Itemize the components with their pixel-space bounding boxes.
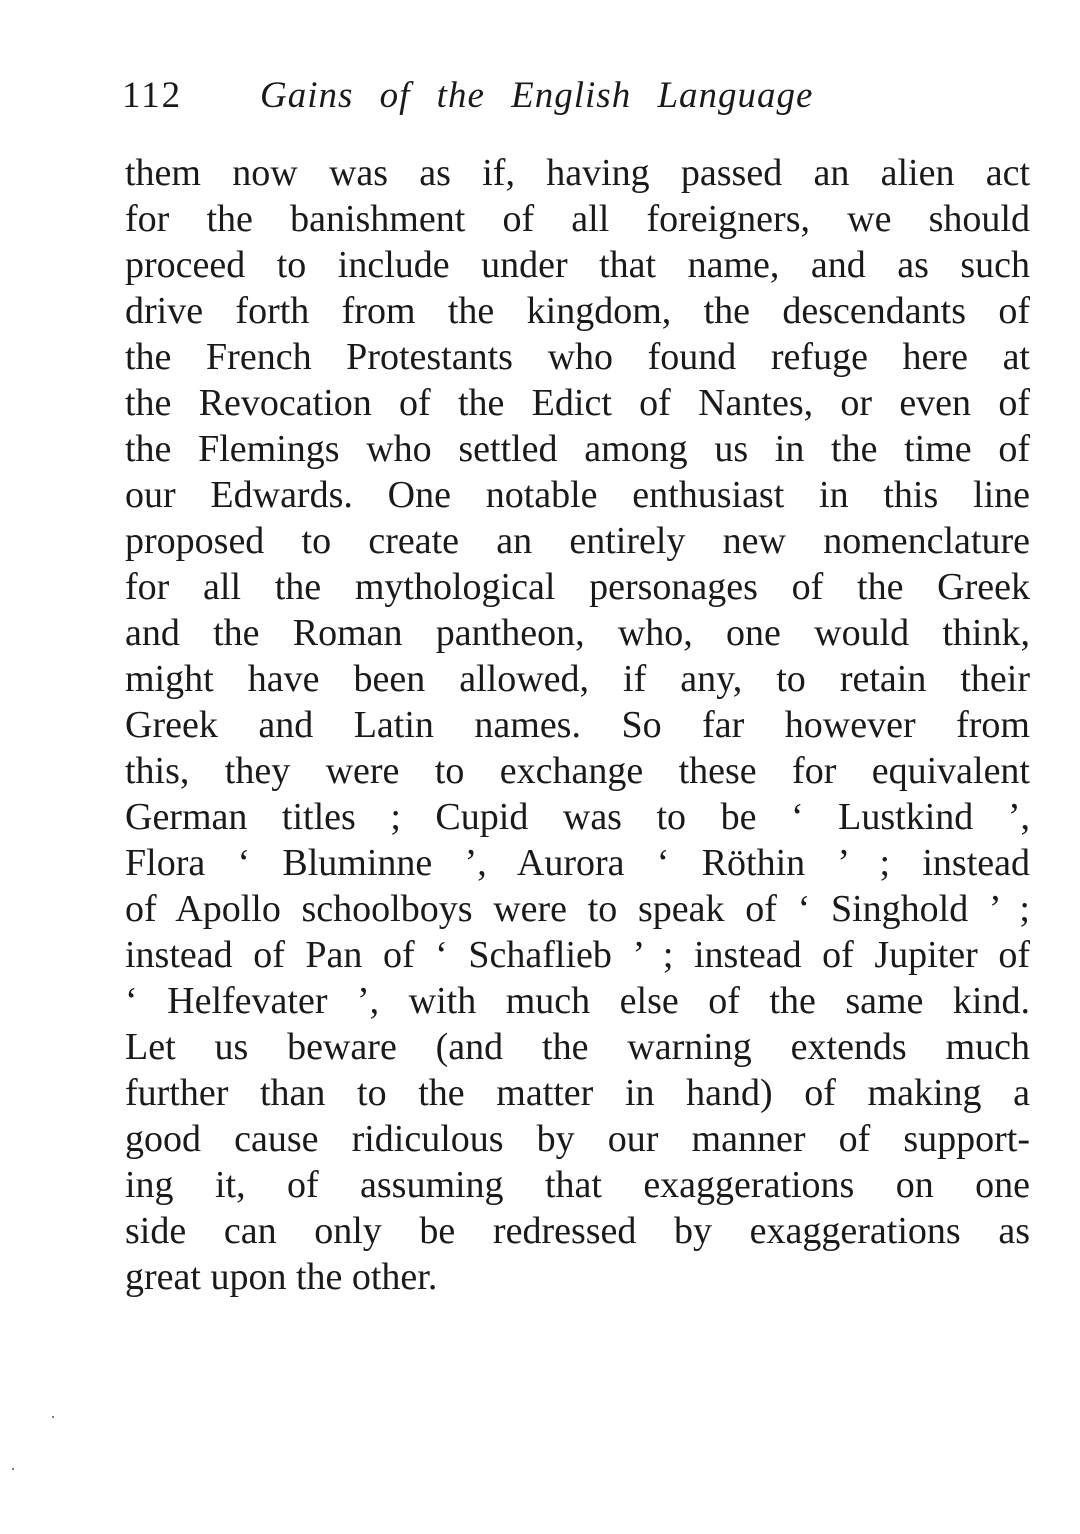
text-line: Flora ‘ Bluminne ’, Aurora ‘ Röthin ’ ; instead: [125, 842, 1030, 884]
text-line: instead of Pan of ‘ Schaflieb ’ ; instead of Jupiter of: [125, 934, 1030, 976]
text-line: proposed to create an entirely new nomenclature: [125, 520, 1030, 562]
text-line: further than to the matter in hand) of making a: [125, 1072, 1030, 1114]
text-line: Let us beware (and the warning extends much: [125, 1026, 1030, 1068]
text-line: of Apollo schoolboys were to speak of ‘ Singhold ’ ;: [125, 888, 1030, 930]
text-line: drive forth from the kingdom, the descendants of: [125, 290, 1030, 332]
running-title: Gains of the English Language: [260, 75, 814, 116]
page-number: 112: [122, 75, 183, 116]
text-line: and the Roman pantheon, who, one would think,: [125, 612, 1030, 654]
body-paragraph: [125, 150, 1030, 1300]
text-line: Greek and Latin names. So far however from: [125, 704, 1030, 746]
text-line: might have been allowed, if any, to retain their: [125, 658, 1030, 700]
text-line: for all the mythological personages of the Greek: [125, 566, 1030, 608]
paper-speck: [12, 1468, 14, 1470]
text-line: our Edwards. One notable enthusiast in this line: [125, 474, 1030, 516]
text-line-final: great upon the other.: [125, 1256, 438, 1298]
text-line: this, they were to exchange these for equivalent: [125, 750, 1030, 792]
running-head: [122, 72, 932, 120]
text-line: German titles ; Cupid was to be ‘ Lustkind ’,: [125, 796, 1030, 838]
text-line: proceed to include under that name, and as such: [125, 244, 1030, 286]
text-line: ‘ Helfevater ’, with much else of the same kind.: [125, 980, 1030, 1022]
paper-speck: [52, 1416, 54, 1418]
text-line: the Revocation of the Edict of Nantes, or even of: [125, 382, 1030, 424]
text-line: the French Protestants who found refuge here at: [125, 336, 1030, 378]
text-line: good cause ridiculous by our manner of support-: [125, 1118, 1030, 1160]
text-line: side can only be redressed by exaggerations as: [125, 1210, 1030, 1252]
text-line: them now was as if, having passed an alien act: [125, 152, 1030, 194]
text-line: ing it, of assuming that exaggerations on one: [125, 1164, 1030, 1206]
text-line: for the banishment of all foreigners, we should: [125, 198, 1030, 240]
text-line: the Flemings who settled among us in the time of: [125, 428, 1030, 470]
